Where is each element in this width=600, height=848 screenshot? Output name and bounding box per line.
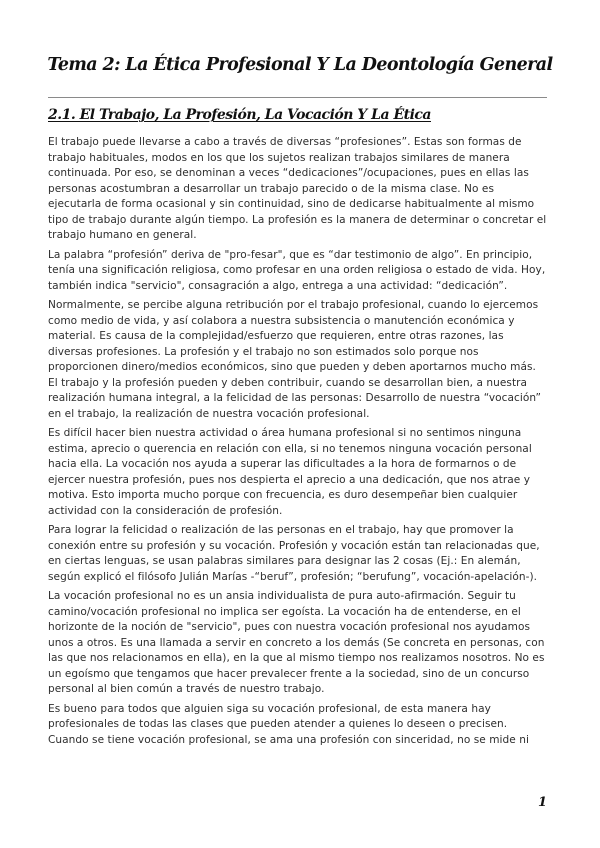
title-divider <box>48 97 547 98</box>
paragraph: Es difícil hacer bien nuestra actividad o área humana profesional si no sentimos ninguna estima, aprecio o querencia en relación con ella, si no tenemos ninguna vocación personal hacia ella. La vocación nos ayuda a superar las dificultades a la hora de formarnos o de ejercer nuestra profesión, pues nos despierta el aprecio a una dedicación, que nos atrae y motiva. Esto importa mucho porque con frecuencia, es duro desempeñar bien cualquier actividad con la consideración de profesión. <box>48 427 532 517</box>
paragraph: Para lograr la felicidad o realización de las personas en el trabajo, hay que promover la conexión entre su profesión y su vocación. Profesión y vocación están tan relacionadas que, en ciertas lenguas, se usan palabras similares para designar las 2 cosas (Ej.: En alemán, según explicó el filósofo Julián Marías -“beruf”, profesión; “berufung”, vocación-apelación-). <box>48 524 540 583</box>
document-title: Tema 2: La Ética Profesional Y La Deontología General <box>47 55 553 75</box>
paragraph: La palabra “profesión” deriva de "pro-fesar", que es “dar testimonio de algo”. En principio, tenía una significación religiosa, como profesar en una orden religiosa o estado de vida. Hoy, también indica "servicio", consagración a algo, entrega a una actividad: “dedicación”. <box>48 248 546 292</box>
paragraph: Normalmente, se percibe alguna retribución por el trabajo profesional, cuando lo ejercemos como medio de vida, y así colabora a nuestra subsistencia o manutención económica y material. Es causa de la complejidad/esfuerzo que requieren, entre otras razones, las diversas profesiones. La profesión y el trabajo no son estimados solo porque nos proporcionen dinero/medios económicos, sino que pueden y deben aportarnos mucho más. El trabajo y la profesión pueden y deben contribuir, cuando se desarrollan bien, a nuestra realización humana integral, a la felicidad de las personas: Desarrollo de nuestra “vocación” en el trabajo, la realización de nuestra vocación profesional. <box>48 299 542 420</box>
paragraph: La vocación profesional no es un ansia individualista de pura auto-afirmación. Seguir tu camino/vocación profesional no implica ser egoísta. La vocación ha de entenderse, en el horizonte de la noción de "servicio", pues con nuestra vocación profesional nos ayudamos unos a otros. Es una llamada a servir en concreto a los demás (Se concreta en personas, con las que nos relacionamos en ella), en la que al mismo tiempo nos realizamos nosotros. No es un egoísmo que tengamos que hacer prevalecer frente a la sociedad, sino de un concurso personal al bien común a través de nuestro trabajo. <box>48 590 545 695</box>
paragraph: Es bueno para todos que alguien siga su vocación profesional, de esta manera hay profesionales de todas las clases que pueden atender a quienes lo deseen o precisen. Cuando se tiene vocación profesional, se ama una profesión con sinceridad, no se mide ni <box>48 702 529 746</box>
section-heading: 2.1. El Trabajo, La Profesión, La Vocación Y La Ética <box>48 107 431 123</box>
paragraph: El trabajo puede llevarse a cabo a través de diversas “profesiones”. Estas son formas de trabajo habituales, modos en los que los sujetos realizan trabajos similares de manera continuada. Por eso, se denominan a veces “dedicaciones”/ocupaciones, pues en ellas las personas acostumbran a desarrollar un trabajo parecido o de la misma clase. No es ejecutarla de forma ocasional y sin continuidad, sino de dedicarse habitualmente al mismo tipo de trabajo durante algún tiempo. La profesión es la manera de determinar o concretar el trabajo humano en general. <box>48 136 547 241</box>
page-number: 1 <box>538 795 548 810</box>
body-text <box>48 135 547 752</box>
